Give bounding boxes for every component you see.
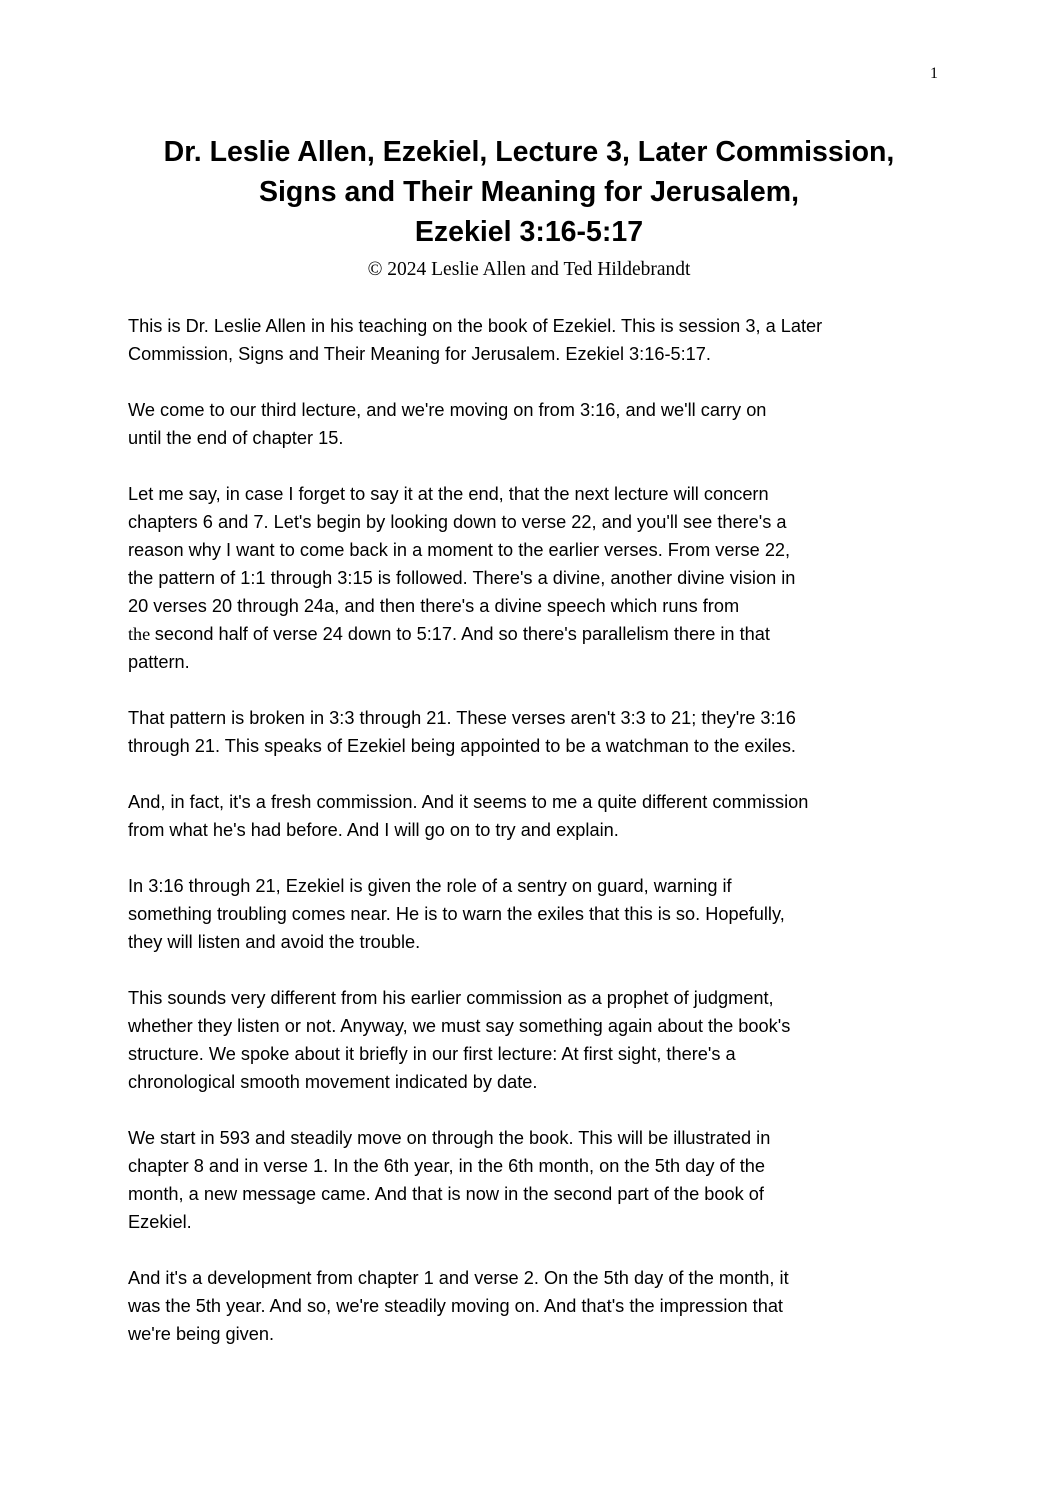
text-line: chronological smooth movement indicated by date. [128,1072,538,1092]
text-line: whether they listen or not. Anyway, we must say something again about the book's [128,1016,791,1036]
paragraph [128,480,938,676]
title-line: Dr. Leslie Allen, Ezekiel, Lecture 3, Later Commission, [163,136,895,168]
text-line: Let me say, in case I forget to say it at the end, that the next lecture will concern [128,484,769,504]
text-line-with-serif-prefix [128,620,938,648]
text-line: That pattern is broken in 3:3 through 21. These verses aren't 3:3 to 21; they're 3:16 [128,708,796,728]
title-line: Signs and Their Meaning for Jerusalem, [258,176,800,208]
text-line: And it's a development from chapter 1 and verse 2. On the 5th day of the month, it [128,1268,789,1288]
paragraph [128,704,938,760]
page-number: 1 [930,65,938,82]
text-line: Commission, Signs and Their Meaning for Jerusalem. Ezekiel 3:16-5:17. [128,344,711,364]
text-line: We start in 593 and steadily move on through the book. This will be illustrated in [128,1128,771,1148]
text-line: we're being given. [128,1324,275,1344]
text-line: month, a new message came. And that is now in the second part of the book of [128,1184,764,1204]
text-line: chapters 6 and 7. Let's begin by looking down to verse 22, and you'll see there's a [128,512,787,532]
text-line: from what he's had before. And I will go on to try and explain. [128,820,619,840]
text-line: This is Dr. Leslie Allen in his teaching on the book of Ezekiel. This is session 3, a Later [128,316,823,336]
text-line: was the 5th year. And so, we're steadily moving on. And that's the impression that [128,1296,783,1316]
text-line: through 21. This speaks of Ezekiel being appointed to be a watchman to the exiles. [128,736,796,756]
text-line: Ezekiel. [128,1212,192,1232]
copyright-notice: © 2024 Leslie Allen and Ted Hildebrandt [367,259,691,280]
text-line: And, in fact, it's a fresh commission. And it seems to me a quite different commission [128,792,809,812]
text-line: until the end of chapter 15. [128,428,344,448]
text-line: 20 verses 20 through 24a, and then there's a divine speech which runs from [128,596,740,616]
text-line: the pattern of 1:1 through 3:15 is followed. There's a divine, another divine vision in [128,568,796,588]
paragraph [128,312,938,368]
paragraph [128,1264,938,1348]
text-line: structure. We spoke about it briefly in our first lecture: At first sight, there's a [128,1044,736,1064]
paragraph [128,788,938,844]
paragraph [128,984,938,1096]
paragraph [128,396,938,452]
document-title [60,132,998,252]
document-body [128,312,938,1376]
text-line: In 3:16 through 21, Ezekiel is given the role of a sentry on guard, warning if [128,876,732,896]
title-line: Ezekiel 3:16-5:17 [414,216,644,248]
text-line: something troubling comes near. He is to warn the exiles that this is so. Hopefully, [128,904,785,924]
serif-prefix-word: the [128,624,155,644]
text-line: pattern. [128,652,190,672]
text-line: We come to our third lecture, and we're moving on from 3:16, and we'll carry on [128,400,767,420]
paragraph [128,1124,938,1236]
text-line: they will listen and avoid the trouble. [128,932,421,952]
text-line: reason why I want to come back in a moment to the earlier verses. From verse 22, [128,540,791,560]
text-line: chapter 8 and in verse 1. In the 6th year, in the 6th month, on the 5th day of the [128,1156,765,1176]
text-line-rest: second half of verse 24 down to 5:17. And so there's parallelism there in that [154,624,770,644]
paragraph [128,872,938,956]
text-line: This sounds very different from his earlier commission as a prophet of judgment, [128,988,774,1008]
